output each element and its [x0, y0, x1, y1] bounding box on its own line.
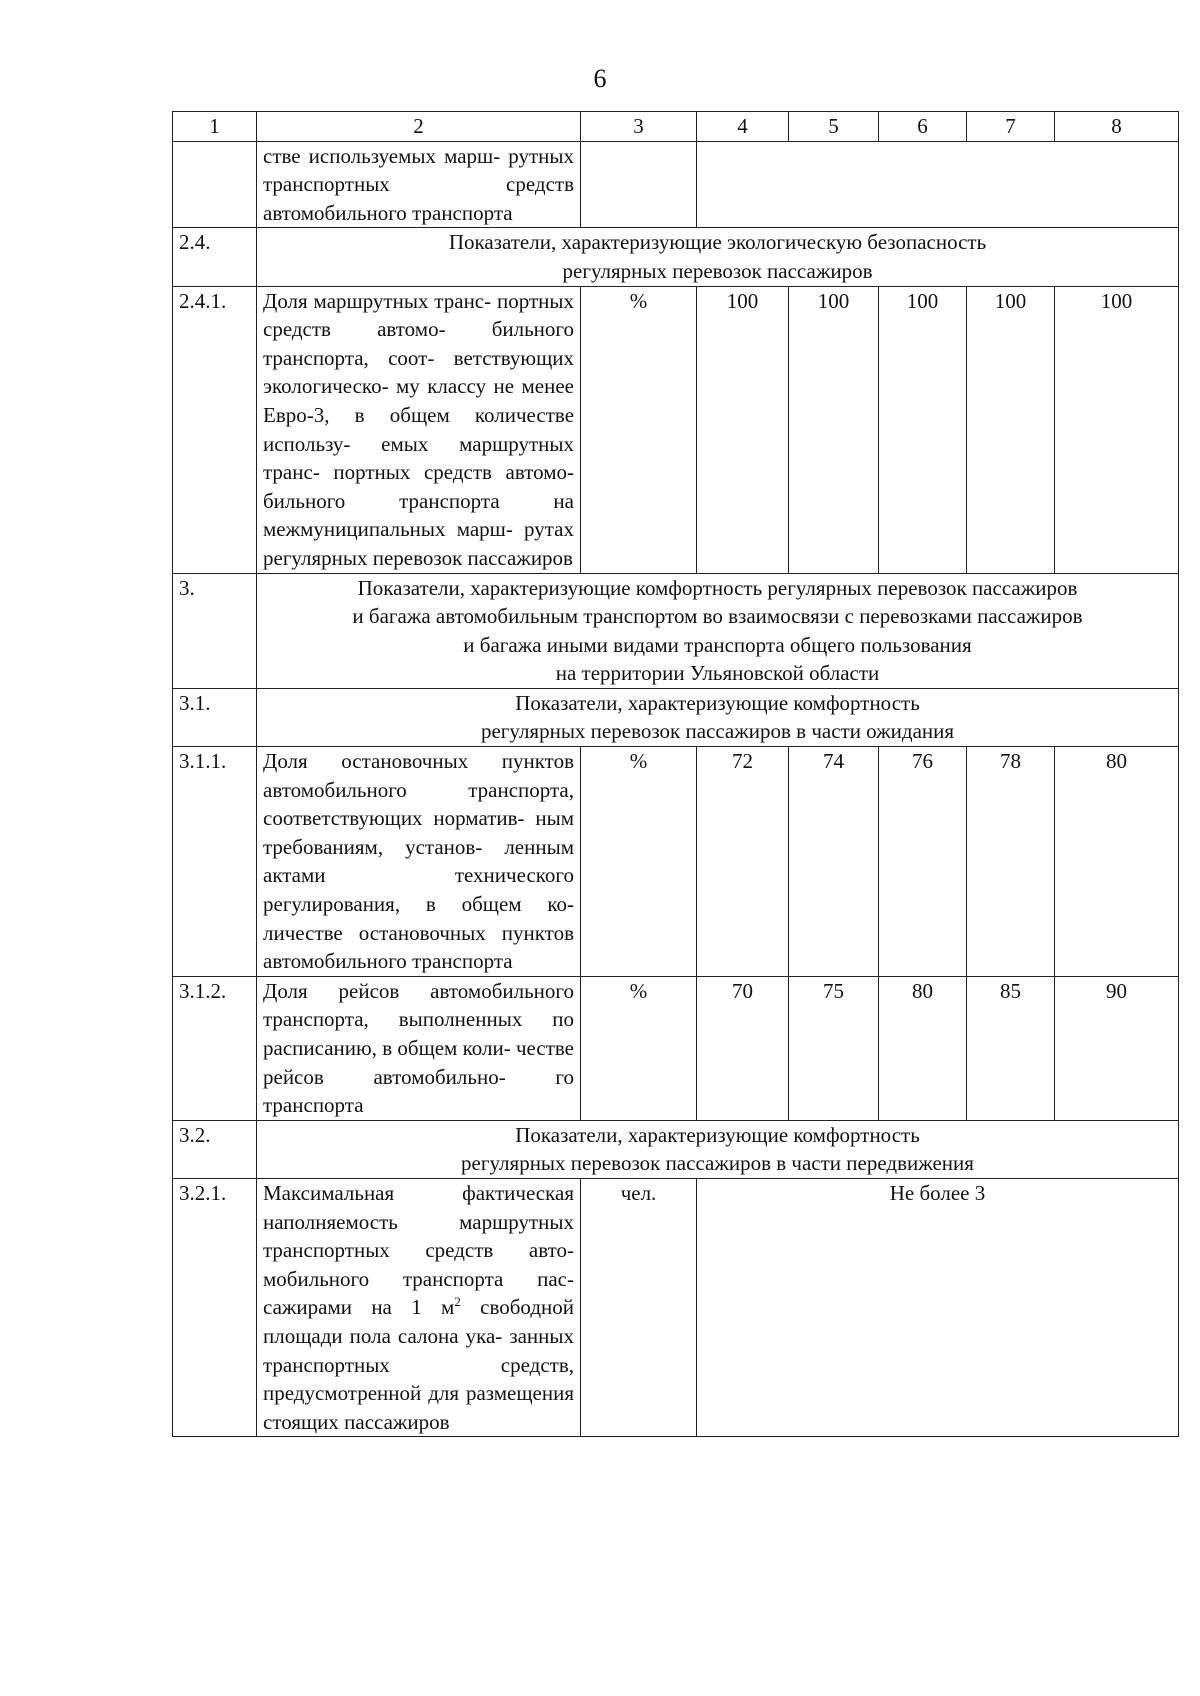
unit-cell: %: [581, 747, 697, 977]
value-cell: 70: [697, 976, 789, 1120]
column-header: 5: [789, 112, 879, 142]
value-cell: 90: [1055, 976, 1179, 1120]
unit-cell: %: [581, 976, 697, 1120]
indicator-name: Максимальная фактическая наполняемость маршрутных транспортных средств авто- мобильного транспорта пас- сажирами на 1 $м^2$ свободной площади пола салона ука- занных транспортных средств, предусмотренной для размещения стоящих пассажиров: [257, 1178, 581, 1436]
row-number: 3.: [173, 573, 257, 688]
column-header: 6: [879, 112, 967, 142]
indicator-name: стве используемых марш- рутных транспортных средств автомобильного транспорта: [257, 141, 581, 228]
indicators-table: [172, 111, 1179, 1437]
row-number: 3.2.1.: [173, 1178, 257, 1436]
column-header-row: [173, 112, 1179, 142]
section-title: Показатели, характеризующие комфортность регулярных перевозок пассажиров в части ожидания: [257, 688, 1179, 746]
value-cell: 85: [967, 976, 1055, 1120]
value-cell: 80: [879, 976, 967, 1120]
value-cell: 78: [967, 747, 1055, 977]
value-cell: Не более 3: [697, 1178, 1179, 1436]
value-cell: 100: [697, 286, 789, 573]
section-row: [173, 228, 1179, 286]
column-header: 1: [173, 112, 257, 142]
unit-cell: [581, 141, 697, 228]
column-header: 2: [257, 112, 581, 142]
value-cell: 72: [697, 747, 789, 977]
value-cell: 100: [879, 286, 967, 573]
row-number: 3.1.1.: [173, 747, 257, 977]
section-row: [173, 1120, 1179, 1178]
indicator-row: [173, 1178, 1179, 1436]
indicator-row: [173, 747, 1179, 977]
indicator-name: Доля рейсов автомобильного транспорта, выполненных по расписанию, в общем коли- честве рейсов автомобильно- го транспорта: [257, 976, 581, 1120]
value-cell: 76: [879, 747, 967, 977]
indicator-name: Доля остановочных пунктов автомобильного транспорта, соответствующих норматив- ным требованиям, установ- ленным актами технического регулирования, в общем ко- личестве остановочных пунктов автомобильного транспорта: [257, 747, 581, 977]
row-number: 2.4.1.: [173, 286, 257, 573]
value-cell: 75: [789, 976, 879, 1120]
column-header: 3: [581, 112, 697, 142]
column-header: 7: [967, 112, 1055, 142]
section-row: [173, 573, 1179, 688]
row-number: 3.2.: [173, 1120, 257, 1178]
page-number: 6: [593, 64, 607, 93]
row-number: 3.1.: [173, 688, 257, 746]
indicator-name: Доля маршрутных транс- портных средств автомо- бильного транспорта, соот- ветствующих экологическо- му классу не менее Евро-3, в общем количестве использу- емых маршрутных транс- портных средств автомо- бильного транспорта на межмуниципальных марш- рутах регулярных перевозок пассажиров: [257, 286, 581, 573]
continued-row: [173, 141, 1179, 228]
indicator-row: [173, 976, 1179, 1120]
unit-cell: %: [581, 286, 697, 573]
indicator-row: [173, 286, 1179, 573]
value-cell: 100: [967, 286, 1055, 573]
unit-cell: чел.: [581, 1178, 697, 1436]
row-number: 2.4.: [173, 228, 257, 286]
column-header: 4: [697, 112, 789, 142]
row-number: [173, 141, 257, 228]
value-cell: 100: [789, 286, 879, 573]
value-cell: 80: [1055, 747, 1179, 977]
values-cell: [697, 141, 1179, 228]
value-cell: 74: [789, 747, 879, 977]
section-row: [173, 688, 1179, 746]
section-title: Показатели, характеризующие комфортность регулярных перевозок пассажиров в части передвижения: [257, 1120, 1179, 1178]
section-title: Показатели, характеризующие комфортность регулярных перевозок пассажиров и багажа автомобильным транспортом во взаимосвязи с перевозками пассажиров и багажа иными видами транспорта общего пользования на территории Ульяновской области: [257, 573, 1179, 688]
value-cell: 100: [1055, 286, 1179, 573]
row-number: 3.1.2.: [173, 976, 257, 1120]
column-header: 8: [1055, 112, 1179, 142]
section-title: Показатели, характеризующие экологическую безопасность регулярных перевозок пассажиров: [257, 228, 1179, 286]
